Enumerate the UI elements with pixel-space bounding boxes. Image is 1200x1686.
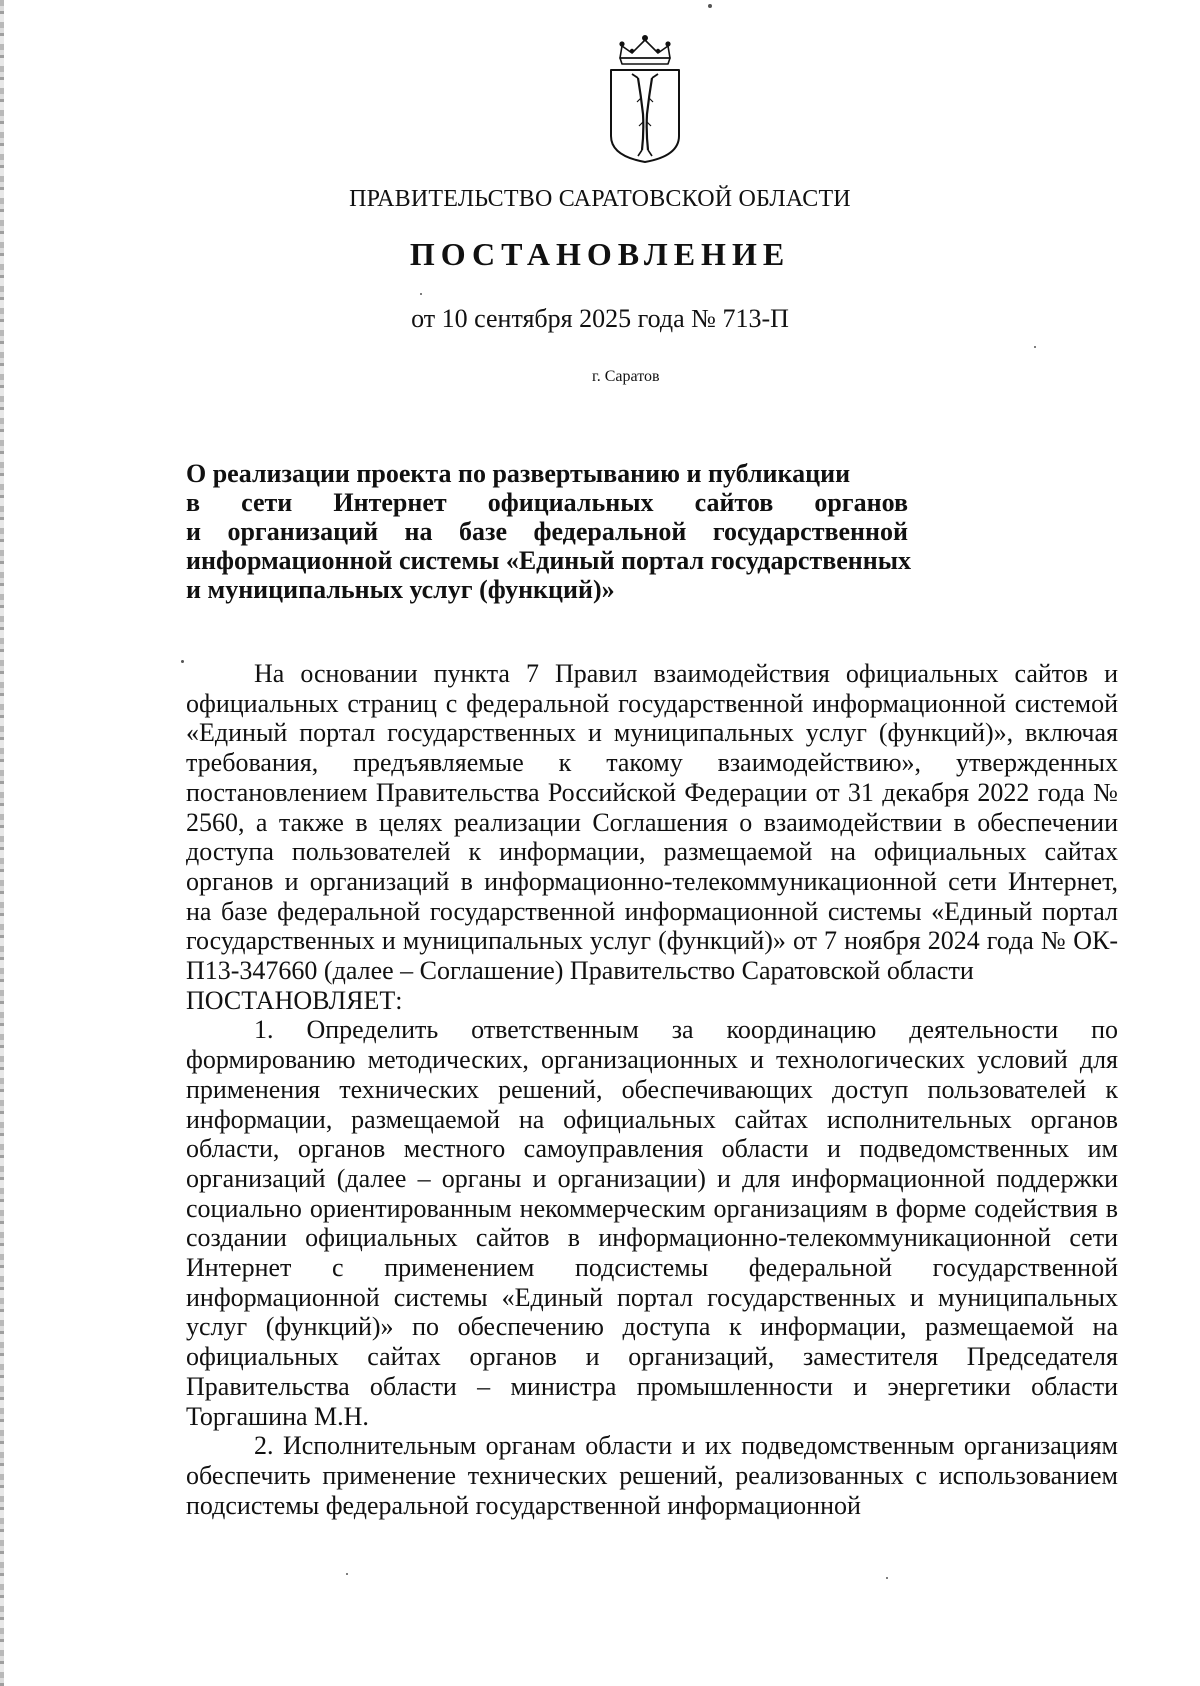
preamble-paragraph: На основании пункта 7 Правил взаимодействия официальных сайтов и официальных страниц с федеральной государственной информационной системой «Единый портал государственных и муниципальных услуг (функций)», включая требования, предъявляемые к такому взаимодействию», утвержденных постановлением Правительства Российской Федерации от 31 декабря 2022 года № 2560, а также в целях реализации Соглашения о взаимодействии в обеспечении доступа пользователей к информации, размещаемой на официальных сайтах органов и организаций в информационно-телекоммуникационной сети Интернет, на базе федеральной государственной информационной системы «Единый портал государственных и муниципальных услуг (функций)» от 7 ноября 2024 года № ОК-П13-347660 (далее – Соглашение) Правительство Саратовской области [186,659,1118,986]
scan-speck [886,1577,888,1579]
item-1-paragraph: 1. Определить ответственным за координацию деятельности по формированию методических, организационных и технологических условий для применения технических решений, обеспечивающих доступ пользователей к информации, размещаемой на официальных сайтах исполнительных органов области, органов местного самоуправления области и подведомственных им организаций (далее – органы и организации) и для информационной поддержки социально ориентированным некоммерческим организациям в форме содействия в создании официальных сайтов в информационно-телекоммуникационной сети Интернет с применением подсистемы федеральной государственной информационной системы «Единый портал государственных и муниципальных услуг (функций)» по обеспечению доступа к информации, размещаемой на официальных сайтах органов и организаций, заместителя Председателя Правительства области – министра промышленности и энергетики области Торгашина М.Н. [186,1015,1118,1431]
scan-speck [708,4,712,8]
document-date-number: от 10 сентября 2025 года № 713-П [411,304,789,333]
scan-speck [1034,346,1036,348]
item-2-paragraph: 2. Исполнительным органам области и их подведомственным организациям обеспечить применение технических решений, реализованных с использованием подсистемы федеральной государственной информационной [186,1431,1118,1520]
scan-speck [181,660,184,663]
document-body [186,659,1118,1520]
scan-speck [346,1573,348,1575]
title-line: информационной системы «Единый портал государственных [186,546,912,575]
document-title [186,459,912,604]
title-line: в сети Интернет официальных сайтов органов [186,488,908,517]
title-line: О реализации проекта по развертыванию и публикации [186,459,851,488]
document-type: ПОСТАНОВЛЕНИЕ [409,236,791,272]
title-line: и организаций на базе федеральной государственной [186,517,908,546]
coat-of-arms-icon [608,32,682,164]
title-line: и муниципальных услуг (функций)» [186,575,615,604]
scan-speck [420,293,422,295]
decree-word: ПОСТАНОВЛЯЕТ: [186,985,403,1015]
document-city: г. Саратов [592,368,660,385]
government-name: ПРАВИТЕЛЬСТВО САРАТОВСКОЙ ОБЛАСТИ [349,186,851,212]
